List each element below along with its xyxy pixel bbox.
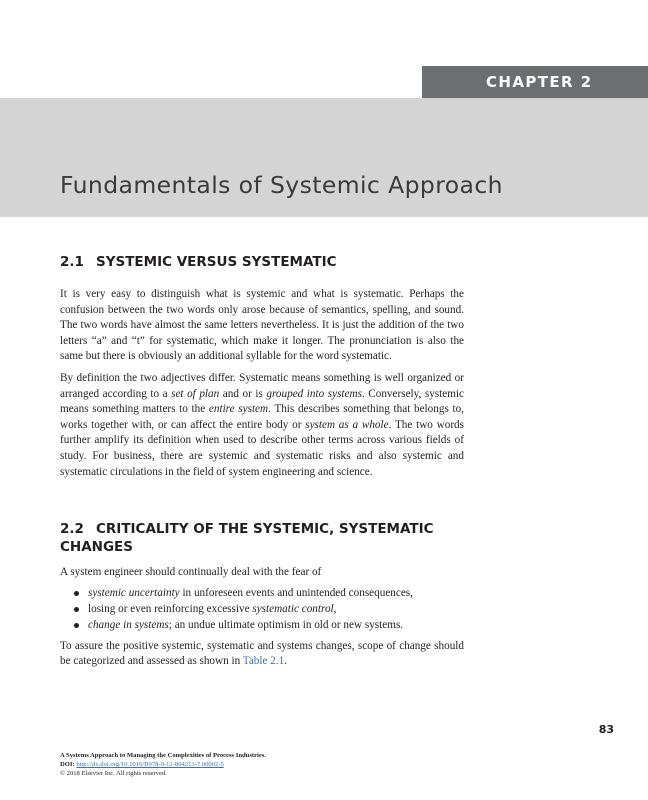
footer bbox=[60, 751, 540, 778]
text-run: . This describes something that belongs to, works together with, or can affect the entire body or bbox=[60, 403, 464, 431]
paragraph bbox=[60, 371, 464, 480]
text-run: losing or even reinforcing excessive bbox=[88, 602, 253, 615]
doi-link[interactable]: http://dx.doi.org/10.1016/B978-0-12-804213-7.00002-5 bbox=[76, 761, 224, 768]
text-run: . bbox=[284, 655, 288, 668]
text-run: and or is bbox=[219, 387, 267, 400]
emphasis: systematic control bbox=[252, 602, 334, 615]
section-heading-2-2 bbox=[60, 520, 464, 556]
bullet-icon bbox=[74, 607, 79, 612]
copyright: © 2018 Elsevier Inc. All rights reserved. bbox=[60, 770, 167, 777]
page-number: 83 bbox=[598, 723, 614, 736]
emphasis: grouped into systems bbox=[266, 387, 362, 400]
text-run: . The two words further amplify its definition when used to describe other terms across various fields of study. For business, there are systemic and systematic risks and also systemic and systematic circulations in the field of system engineering and science. bbox=[60, 418, 464, 478]
bullet-icon bbox=[74, 591, 79, 596]
paragraph: It is very easy to distinguish what is systemic and what is systematic. Perhaps the confusion between the two words only arose because of semantics, spelling, and sound. The two words have almost the same letters nevertheless. It is just the addition of the two letters “a” and “t” for systematic, which make it longer. The pronunciation is also the same but there is obviously an additional syllable for the word systematic. bbox=[60, 288, 464, 363]
section-heading-2-1 bbox=[60, 253, 464, 271]
emphasis: change in systems bbox=[88, 618, 169, 631]
chapter-title: Fundamentals of Systemic Approach bbox=[60, 171, 503, 199]
text-run: in unforeseen events and unintended consequences, bbox=[179, 586, 413, 599]
main-content bbox=[60, 253, 464, 670]
emphasis: entire system bbox=[208, 403, 269, 416]
text-run: . Conversely, systemic means something matters to the bbox=[60, 387, 465, 416]
section-number: 2.1 bbox=[60, 254, 84, 270]
emphasis: systemic uncertainty bbox=[88, 586, 180, 599]
section-title-continued: CHANGES bbox=[60, 539, 133, 556]
bullet-icon bbox=[74, 623, 79, 628]
book-title: A Systems Approach to Managing the Complexities of Process Industries. bbox=[60, 752, 266, 759]
paragraph: A system engineer should continually deal with the fear of bbox=[60, 566, 322, 579]
emphasis: system as a whole bbox=[305, 418, 389, 431]
text-run: ; an undue ultimate optimism in old or new systems. bbox=[168, 618, 404, 631]
list-item bbox=[60, 585, 464, 601]
section-number: 2.2 bbox=[60, 521, 84, 538]
doi-line bbox=[60, 760, 540, 769]
text-run: , bbox=[333, 602, 337, 615]
text-run: To assure the positive systemic, systematic and systems changes, scope of change should be categorized and assessed as shown in bbox=[60, 639, 464, 668]
bullet-list bbox=[60, 585, 464, 633]
doi-label: DOI: bbox=[60, 761, 75, 768]
list-item bbox=[60, 601, 464, 617]
chapter-label: CHAPTER 2 bbox=[422, 66, 648, 98]
paragraph bbox=[60, 639, 464, 670]
text-run: By definition the two adjectives differ. Systematic means something is well organized or arranged according to a bbox=[60, 371, 464, 400]
emphasis: set of plan bbox=[171, 387, 220, 400]
table-2-1-link[interactable]: Table 2.1 bbox=[242, 655, 285, 668]
section-title: CRITICALITY OF THE SYSTEMIC, SYSTEMATIC bbox=[96, 521, 434, 538]
list-item bbox=[60, 617, 464, 633]
section-title: SYSTEMIC VERSUS SYSTEMATIC bbox=[96, 254, 337, 270]
